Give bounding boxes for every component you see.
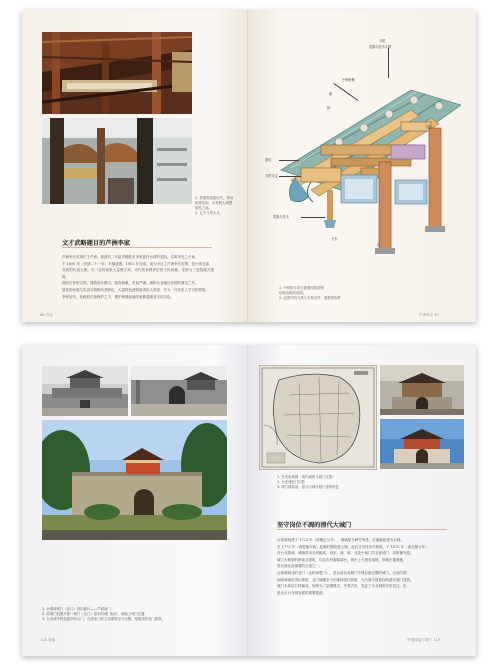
page-number: 中国城墙与城门 119: [407, 638, 441, 642]
top-left-page: [22, 10, 249, 322]
body-line: 台湾城城北的北门（也称承恩门），是目前台北城门中保存最完整的城门，日治时期: [277, 570, 407, 575]
heading-rule: [62, 247, 212, 248]
page-number: 118 城墙: [40, 638, 56, 642]
gate-tower-photo: [380, 365, 464, 415]
city-gate-old-photo: [42, 366, 128, 416]
caption-line: 3. 城门楼局部，显示出清代城门建筑特色: [277, 485, 339, 489]
body-line: 于 1895 年（光绪二十一年）年落成建，1903 年完成，成为今日之芦洲李氏宅第。是台湾北部: [62, 261, 210, 266]
body-line: 拥有古朴的文风，建筑设计精巧，装饰典雅，布局严谨，堪称台北地区民居的典范之作。: [62, 281, 199, 286]
caption-line: 2. 此图中的斗拱与木构名件、重要的构件: [279, 296, 341, 300]
bottom-left-page: [22, 345, 249, 656]
top-book-spread: [22, 10, 476, 322]
page-number: 66 台北: [40, 313, 53, 317]
caption-line: 1. 中脊的斗拱与重要结构说明: [279, 286, 324, 290]
caption-line: 梁柱之间。: [195, 206, 212, 210]
caption-line: 1. 堂建筑屋架形式，采用: [195, 196, 234, 200]
roof-beam-photo: [42, 32, 192, 114]
body-line: 至 1773 年（清乾隆年间）乾隆时期改建土城，此后又历经多次修筑，于 1875 年（清光绪元年）: [277, 544, 429, 549]
caption-line: 2. 台北城北门旧影: [277, 480, 306, 484]
body-line: 城门为典型的闽南式建筑，均以石材砌筑城台，城台上方建有城楼，形制庄重典雅，: [277, 557, 407, 562]
section-heading: 坚守岗位不凋的清代大城门: [277, 522, 352, 529]
body-line: 是台湾北部重要的古迹之一。: [277, 564, 323, 569]
caption-line: 结构名称的说明。: [279, 291, 307, 295]
callout-label: 飞檐: [425, 125, 432, 129]
caption-line: 3. 台北城中现存最早的大门，台湾北门的主体建筑至今完整，是难得的北门建筑。: [42, 617, 165, 621]
heading-rule: [277, 529, 447, 530]
body-line: 城门本体以石材砌成，形制为二层碉堡式，外观古朴，见证了台北城的历史变迁，也: [277, 584, 407, 589]
body-line: 芦洲李氏宅第位于芦洲，系清代二代祖李德乾至李家族在台湾的宅院。名叫李光之子孙，: [62, 255, 199, 259]
caption-line: 1. 台北府城图（清代城垣与城门位置）: [277, 475, 336, 479]
top-right-page: [249, 10, 476, 322]
caption-line: 1. 台湾城城门（北门）的旧照片——严城西门: [42, 607, 111, 611]
caption-line: 2. 清城门旧照片第一城门（北门）原本的城门标识，城墙上城门位置: [42, 612, 145, 616]
body-text-block: [62, 254, 214, 300]
bottom-right-caption: [277, 475, 339, 490]
callout-leader: [279, 160, 299, 161]
north-gate-color-photo: [42, 420, 227, 540]
callout-leader: [301, 217, 325, 218]
callout-label: 大木: [331, 237, 338, 241]
body-line: 台湾城始建于 1723 年（清雍正元年），城墙原为刺竹所建，后逐渐改建为石城。: [277, 538, 404, 542]
caption-line: 抬梁结构，用材较大规整: [195, 201, 233, 205]
callout-leader: [389, 48, 390, 78]
callout-label: 柱: [377, 243, 381, 247]
bracket-column-photo: [42, 118, 192, 204]
bracket-structure-illustration: [261, 50, 461, 260]
top-left-caption: [195, 196, 233, 216]
body-text-block: [277, 537, 457, 596]
body-line: 居住的环境与生活习俗都有其特色，大量特色建筑值得后人欣赏，作为一代代后人学习的样板。: [62, 287, 209, 292]
page-number: 芦洲李宅 67: [419, 313, 440, 317]
top-right-caption: [279, 286, 341, 301]
bottom-book-spread: [22, 345, 476, 656]
body-line: 拆除城墙时得以保留，北门城楼至今仍维持清代原貌，为台湾少数留存的清代城门建筑。: [277, 577, 414, 582]
callout-label: 瓜筒与托木斗栱: [369, 45, 392, 49]
callout-label: 瓜筒与托木: [273, 215, 289, 219]
body-line: 官宦的代表人物。在一定时间里大量族子孙，历代传承教育后世子孙成就。宅第为三进院落式建筑，: [62, 268, 214, 279]
city-gate-archway-photo: [131, 366, 227, 416]
callout-label: 檩: [329, 92, 333, 96]
gate-tower-color-photo: [380, 419, 464, 469]
callout-label: 斗栱: [379, 39, 386, 43]
body-line: 李家后代，在政府古迹保护之下，维护修缮此地的家族遗迹及宗祠文化。: [62, 294, 174, 299]
hanging-post-icon: [324, 190, 336, 228]
callout-label: 斗拱式支: [265, 174, 278, 178]
callout-leader: [279, 176, 301, 177]
body-line: 在台北筑城，城墙采用石材砌成，设东、西、南、北及小南门共五座城门，以防御外敌。: [277, 551, 414, 556]
callout-label: 桁: [327, 106, 331, 110]
bottom-right-page: [249, 345, 476, 656]
caption-line: 2. 五个斗拱大全。: [195, 211, 224, 215]
callout-label: 中脊桁檩: [342, 78, 355, 82]
section-heading: 文才武略题目的芦洲李家: [62, 240, 131, 247]
historic-city-map: [259, 365, 377, 470]
bottom-left-caption: [42, 607, 165, 622]
body-line: 是认识台北城发展的重要遗迹。: [277, 590, 326, 595]
callout-label: 垂柱: [265, 158, 272, 162]
